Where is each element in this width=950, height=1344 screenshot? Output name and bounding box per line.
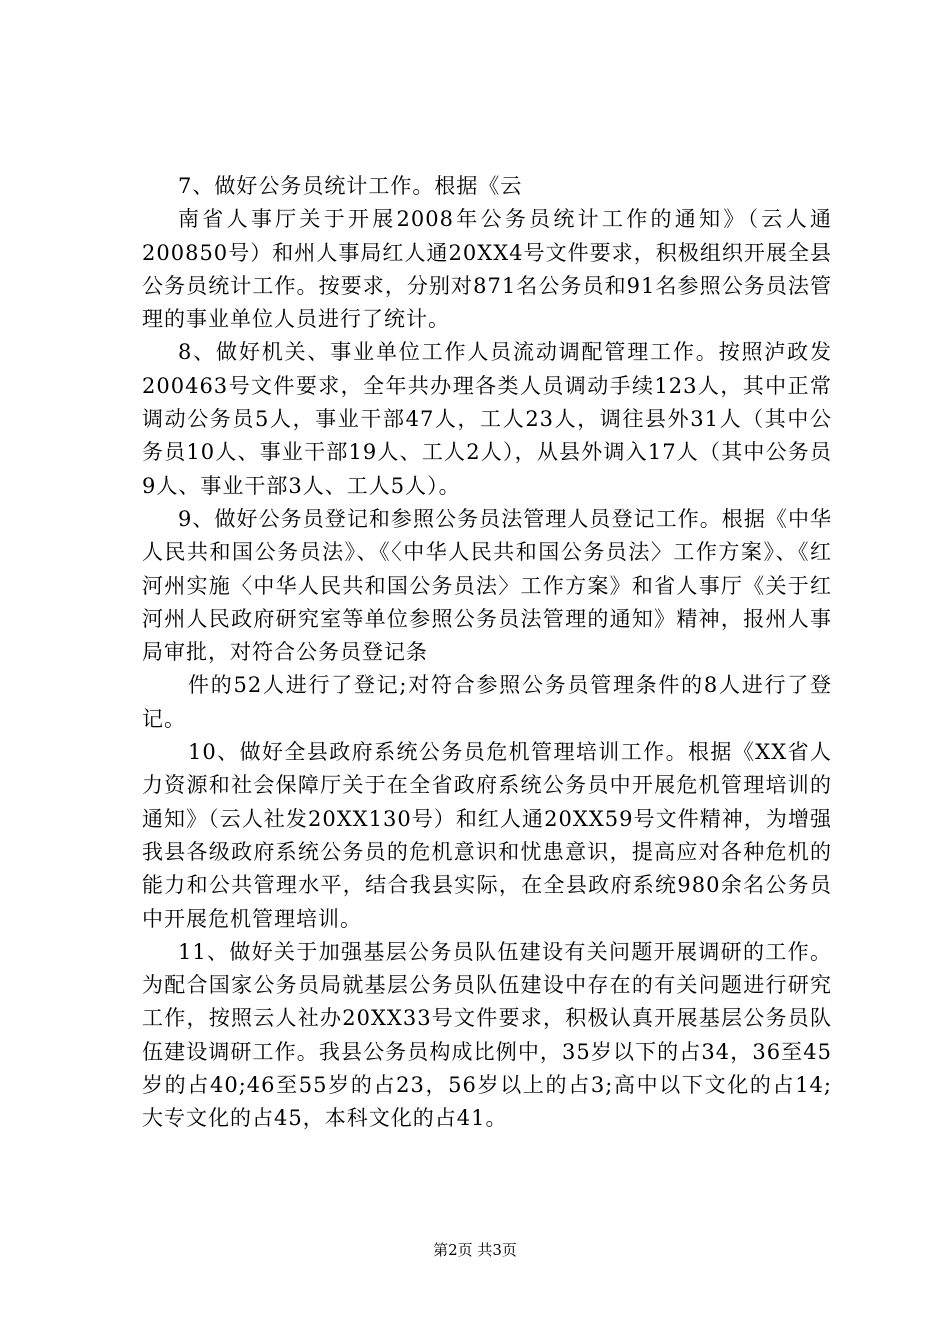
document-body xyxy=(142,170,832,1136)
page-footer: 第2页 共3页 xyxy=(433,1241,517,1259)
paragraph-7-body: 南省人事厅关于开展2008年公务员统计工作的通知》（云人通200850号）和州人事局红人通20XX4号文件要求，积极组织开展全县公务员统计工作。按要求，分别对871名公务员和91名参照公务员法管理的事业单位人员进行了统计。 xyxy=(142,207,832,332)
paragraph-10: 10、做好全县政府系统公务员危机管理培训工作。根据《XX省人力资源和社会保障厅关于在全省政府系统公务员中开展危机管理培训的通知》（云人社发20XX130号）和红人通20XX59号文件精神，为增强我县各级政府系统公务员的危机意识和忧患意识，提高应对各种危机的能力和公共管理水平，结合我县实际，在全县政府系统980余名公务员中开展危机管理培训。 xyxy=(142,740,832,931)
paragraph-7-start: 7、做好公务员统计工作。根据《云 xyxy=(178,174,523,198)
paragraph-11: 11、做好关于加强基层公务员队伍建设有关问题开展调研的工作。为配合国家公务员局就基层公务员队伍建设中存在的有关问题进行研究工作，按照云人社办20XX33号文件要求，积极认真开展基层公务员队伍建设调研工作。我县公务员构成比例中，35岁以下的占34，36至45岁的占40;46至55岁的占23，56岁以上的占3;高中以下文化的占14;大专文化的占45，本科文化的占41。 xyxy=(142,939,832,1131)
paragraph-9-body: 9、做好公务员登记和参照公务员法管理人员登记工作。根据《中华人民共和国公务员法》、《〈中华人民共和国公务员法〉工作方案》、《红河州实施〈中华人民共和国公务员法〉工作方案》和省人事厅《关于红河州人民政府研究室等单位参照公务员法管理的通知》精神，报州人事局审批，对符合公务员登记条 xyxy=(142,506,832,665)
paragraph-8: 8、做好机关、事业单位工作人员流动调配管理工作。按照泸政发200463号文件要求，全年共办理各类人员调动手续123人，其中正常调动公务员5人，事业干部47人，工人23人，调往县外31人（其中公务员10人、事业干部19人、工人2人），从县外调入17人（其中公务员9人、事业干部3人、工人5人）。 xyxy=(142,340,832,498)
paragraph-9-continuation: 件的52人进行了登记;对符合参照公务员管理条件的8人进行了登记。 xyxy=(142,673,832,731)
